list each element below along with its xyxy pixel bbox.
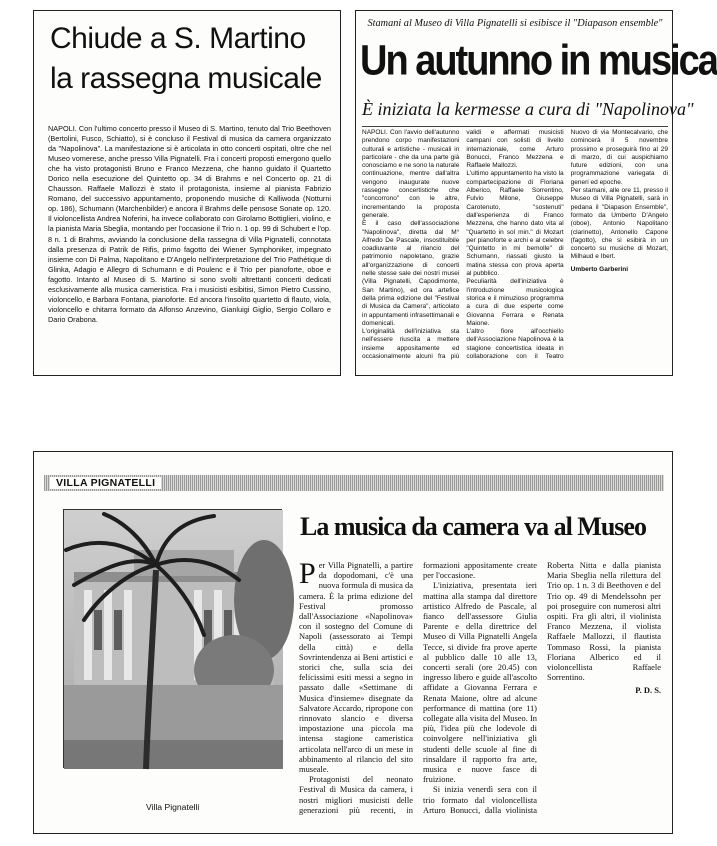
paragraph: L'originalità dell'iniziativa sta nell'essere riuscita a mettere insieme appositamente ed occasionalmente alcuni fra più validi e affermati musicisti campani con solisti di livello internazionale, come Arturo Bonucci, Franco Mezzena e Raffaele Mallozzi. <box>362 129 564 361</box>
article-body: NAPOLI. Con l'ultimo concerto presso il Museo di S. Martino, tenuto dal Trio Beethoven (Bertolini, Fusco, Schiatto), si è concluso il Festival di musica da camera organizzato da "Napolinova". La manifestazione si è articolata in otto concerti ospitati, oltre che nel Museo vomerese, anche presso Villa Pignatelli. Fra i concerti proposti emergono quello che ha visto protagonisti Bruno e Franco Mezzena, che hanno guidato il Quartetto Dorico nella esecuzione del Quintetto op. 34 di Brahms e nel Concerto op. 21 di Chausson. Raffaele Mallozzi è stato il protagonista, insieme al pianista Fabrizio Romano, del successivo appuntamento, proponendo musiche di Kalliwoda (Notturni op. 186), Schumann (Marchenbilder) e ancora il Brahms delle pensose Sonate op. 120. Il violoncellista Andrea Noferini, ha invece collaborato con Girolamo Bottiglieri, violino, e la pianista Maria Sbeglia, montando per l'occasione il Trio n. 1 op. 99 di Schubert e l'op. 8 n. 1 di Brahms, avviando la conclusione della rassegna di Villa Pignatelli, connotata dalla presenza di Patrik de Rifis, primo fagotto dei Wiener Symphoniker, impegnato insieme con Di Palma, Napolitano e D'Angelo nell'interpretazione del Trio Pathétique di Glinka, Adagio e Allegro di Schumann e di Poulenc e il Trio per pianoforte, oboe e fagotto. Intanto al Museo di S. Martino si sono svolti altrettanti concerti dedicati esclusivamente alla musica cameristica. Fra i musicisti esibitisi, Simon Pietro Cussino, violoncello, e Barbara Fontana, pianoforte. Ed ancora l'insolito quartetto di flauto, viola, violoncello e chitarra formato da Alfonso Anzevino, Gianluigi Giglio, Sergio Collaro e Dario Orabona. <box>48 124 331 324</box>
drop-cap: P <box>299 557 316 590</box>
photo-illustration <box>64 510 283 769</box>
villa-pignatelli-photo <box>63 509 282 768</box>
article-body <box>299 557 661 818</box>
paragraph: Per stamani, alle ore 11, presso il Museo di Villa Pignatelli, sarà in pedana il "Diapason Ensemble", formato da Umberto D'Angelo (oboe), Antonio Napolitano (clarinetto), Antonello Capone (fagotto), che si esibirà in un concerto su musiche di Mozart, Milhaud e Ibert. <box>570 187 668 261</box>
divider <box>362 126 668 127</box>
paragraph: NAPOLI. Con l'avvio dell'autunno prendono corpo manifestazioni culturali e artistiche - musicali in particolare - che da una parte già conosciamo e ne sono la naturale continuazione, mentre dall'altra vengono inaugurate nuove rassegne concertistiche che "concorrono" con le altre, incrementando la proposta generale. <box>362 129 460 219</box>
clipping-autunno-in-musica <box>355 10 717 376</box>
clipping-san-martino <box>33 10 341 376</box>
paragraph: L'altro fiore all'occhiello dell'Associazione Napolinova è la stagione concertistica ideata in collaborazione con il Teatro Nuovo di via Montecalvario, che comincerà il 5 novembre prossimo e proseguirà fino al 29 di marzo, di cui auspichiamo future edizioni, con una programmazione variegata di generi ed epoche. <box>466 129 668 361</box>
paragraph: L'ultimo appuntamento ha visto la compartecipazione di Floriana Alberico, Raffaele Sorrentino, Fulvio Milone, Giuseppe Carotenuto, "sostenuti" dall'esperienza di Franco Mezzena, che hanno dato vita al "Quartetto in sol min." di Mozart per pianoforte e archi e al celebre "Quintetto in mi bemolle" di Schumann, riassati giusto la matina stessa con prova aperta al pubblico. <box>466 170 564 278</box>
subheadline: È iniziata la kermesse a cura di "Napolinova" <box>362 99 694 119</box>
photo-caption: Villa Pignatelli <box>146 802 200 812</box>
clipping-musica-da-camera <box>33 451 673 834</box>
author-signature: Umberto Garberini <box>570 265 629 273</box>
paragraph: Peculiarità dell'iniziativa è l'introduzione musicologica storica e il minuzioso programma a cura di due esperte come Giovanna Ferrara e Renata Maione. <box>466 278 564 327</box>
headline: La musica da camera va al Museo <box>300 512 646 541</box>
headline-line-1: Chiude a S. Martino <box>50 22 306 55</box>
headline: Un autunno in musica <box>360 37 717 85</box>
kicker: Stamani al Museo di Villa Pignatelli si esibisce il "Diapason ensemble" <box>367 18 663 29</box>
paragraph: Si inizia venerdì sera con il trio formato dal violoncellista Arturo Bonucci, dalla violinista Roberta Nitta e dalla pianista Maria Sbeglia nella rilettura del Trio op. 1 n. 3 di Beethoven e del Trio op. 49 di Mendelssohn per poi proseguire con numerosi altri ospiti. Fra gli altri, il violinista Franco Mezzena, il violista Raffaele Mallozzi, il flautista Tommaso Rossi, la pianista Floriana Alberico ed il violoncellista Raffaele Sorrentino. <box>423 560 661 815</box>
paragraph-text: er Villa Pignatelli, a partire da dopodomani, c'è una nuova formula di musica da camera. È la prima edizione del Festival promosso dall'Associazione «Napolinova» con il sostegno del Comune di Napoli (assessorato ai Tempi della città) e della Sovrintendenza ai Beni artistici e storici che, sulla scia dei felicissimi esiti messi a segno in passato dalle «Settimane di Musica d'insieme» disegnate da Salvatore Accardo, ripropone con rinnovato slancio e diversa impostazione una piccola ma intensa stagione cameristica articolata nell'arco di un mese in abbinamento al rilancio del sito museale. <box>299 560 413 775</box>
author-signature: P. D. S. <box>635 685 661 696</box>
paragraph: Protagonisti del neonato Festival di Musica da camera, i nostri migliori musicisti delle generazioni più recenti, in formazioni appositamente create per l'occasione. <box>299 560 537 815</box>
article-body <box>362 129 668 369</box>
paragraph <box>299 557 413 775</box>
paragraph: L'iniziativa, presentata ieri mattina alla stampa dal direttore artistico Alfredo de Pascale, al fianco dell'assessore Giulia Parente e della direttrice del Museo di Villa Pignatelli Angela Tecce, si divide fra prove aperte al pubblico dalle 10 alle 13, concerti serali (ore 20.45) con ingresso libero e guide all'ascolto affidate a Giovanna Ferrara e Renata Maione, oltre ad alcune performance di mattina (ore 11) collegate alla visita del Museo. In più, l'idea più che lodevole di coinvolgere nell'iniziativa gli studenti delle scuole al fine di rinsaldare il rapporto fra arte, musica e nuove fasce di fruizione. <box>423 580 537 785</box>
paragraph: È il caso dell'associazione "Napolinova", diretta dal M° Alfredo De Pascale, insostituibile coadiuvante al rilancio del patrimonio napoletano, grazie all'organizzazione di concerti nelle stesse sale dei nostri musei (Villa Pignatelli, Capodimonte, San Martino), ed ora artefice della prima edizione del "Festival di Musica da Camera", articolato in appuntamenti infrasettimanali e domenicali. <box>362 220 460 327</box>
section-label: VILLA PIGNATELLI <box>50 477 161 489</box>
headline <box>50 19 330 99</box>
headline-line-2: la rassegna musicale <box>50 62 322 95</box>
